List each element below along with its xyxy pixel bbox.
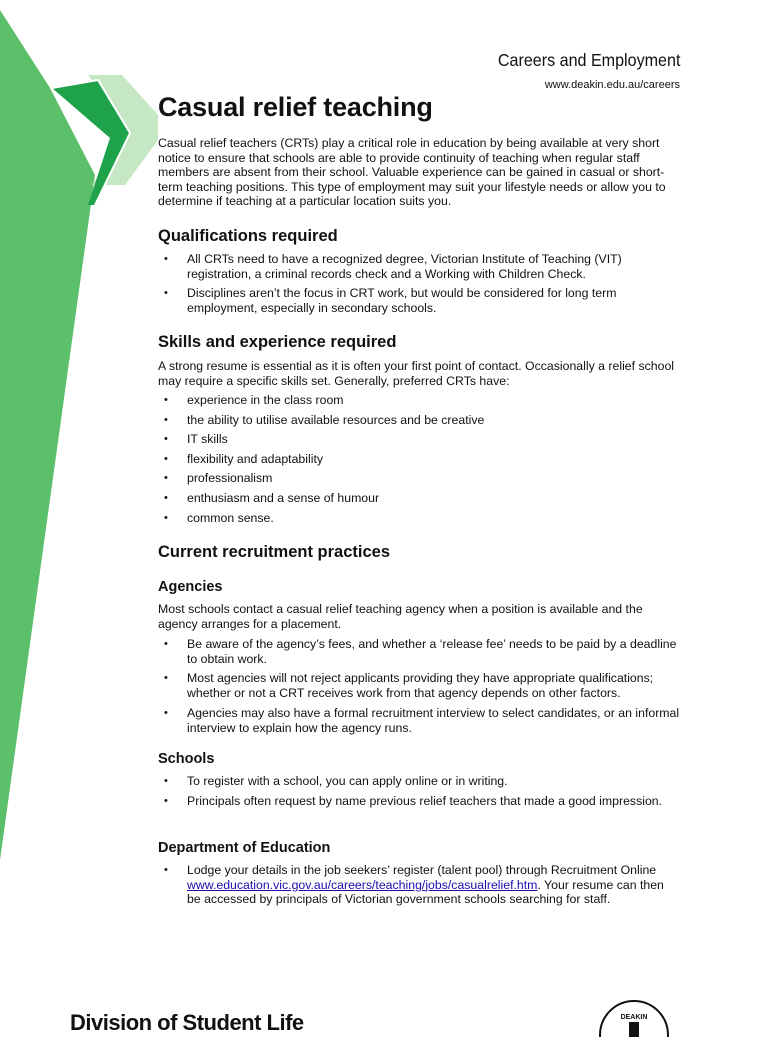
skills-intro: A strong resume is essential as it is often your first point of contact. Occasionally a relief school may require a specific skills set. Generally, preferred CRTs have: xyxy=(158,359,675,388)
list-item: • Be aware of the agency’s fees, and whether a ‘release fee’ needs to be paid by a deadline to obtain work. xyxy=(158,637,680,666)
qualifications-list xyxy=(158,252,680,321)
agencies-heading: Agencies xyxy=(158,579,223,595)
skills-heading: Skills and experience required xyxy=(158,333,397,351)
department-text-after: . Your resume can then be accessed by principals of Victorian government schools searching for staff. xyxy=(187,877,664,907)
agencies-intro: Most schools contact a casual relief teaching agency when a position is available and the agency arranges for a placement. xyxy=(158,602,643,631)
agencies-list xyxy=(158,637,680,740)
list-item: • common sense. xyxy=(158,511,680,526)
list-item: • enthusiasm and a sense of humour xyxy=(158,491,680,506)
list-item: • Agencies may also have a formal recruitment interview to select candidates, or an informal interview to explain how the agency runs. xyxy=(158,706,680,735)
qualifications-heading: Qualifications required xyxy=(158,227,338,245)
skills-list xyxy=(158,393,680,530)
list-item: • IT skills xyxy=(158,432,680,447)
casual-relief-link[interactable]: www.education.vic.gov.au/careers/teaching/jobs/casualrelief.htm xyxy=(187,877,538,892)
schools-heading: Schools xyxy=(158,751,215,767)
list-item: • Most agencies will not reject applicants providing they have appropriate qualifications; whether or not a CRT receives work from that agency depends on other factors. xyxy=(158,671,680,700)
list-item: • experience in the class room xyxy=(158,393,680,408)
header-section-title: Careers and Employment xyxy=(497,50,680,70)
header-url: www.deakin.edu.au/careers xyxy=(544,79,680,91)
list-item: • the ability to utilise available resources and be creative xyxy=(158,413,680,428)
green-band-shape xyxy=(0,0,95,860)
department-heading: Department of Education xyxy=(158,840,331,856)
list-item: • Principals often request by name previous relief teachers that made a good impression. xyxy=(158,794,680,809)
footer-division-label: Division of Student Life xyxy=(70,1010,304,1035)
deakin-logo-icon xyxy=(596,997,672,1037)
list-item: • professionalism xyxy=(158,471,680,486)
recruitment-heading: Current recruitment practices xyxy=(158,543,390,561)
list-item: • To register with a school, you can apply online or in writing. xyxy=(158,774,680,789)
department-text-before: Lodge your details in the job seekers’ register (talent pool) through Recruitment Online xyxy=(187,863,657,877)
list-item xyxy=(158,863,680,907)
list-item: • All CRTs need to have a recognized degree, Victorian Institute of Teaching (VIT) registration, a criminal records check and a Working with Children Check. xyxy=(158,252,680,281)
intro-paragraph: Casual relief teachers (CRTs) play a critical role in education by being available at very short notice to ensure that schools are able to provide continuity of teaching when regular staff members are absent from their school. Valuable experience can be gained in casual or short-term teaching positions. This type of employment may suit your lifestyle needs or allow you to determine if teaching at a particular location suits you. xyxy=(158,136,666,209)
schools-list xyxy=(158,774,680,814)
list-item: • Disciplines aren’t the focus in CRT work, but would be considered for long term employment, especially in secondary schools. xyxy=(158,286,680,315)
department-list xyxy=(158,863,680,912)
list-item: • flexibility and adaptability xyxy=(158,452,680,467)
logo-text: DEAKIN xyxy=(620,1014,648,1021)
page-title: Casual relief teaching xyxy=(158,92,433,122)
